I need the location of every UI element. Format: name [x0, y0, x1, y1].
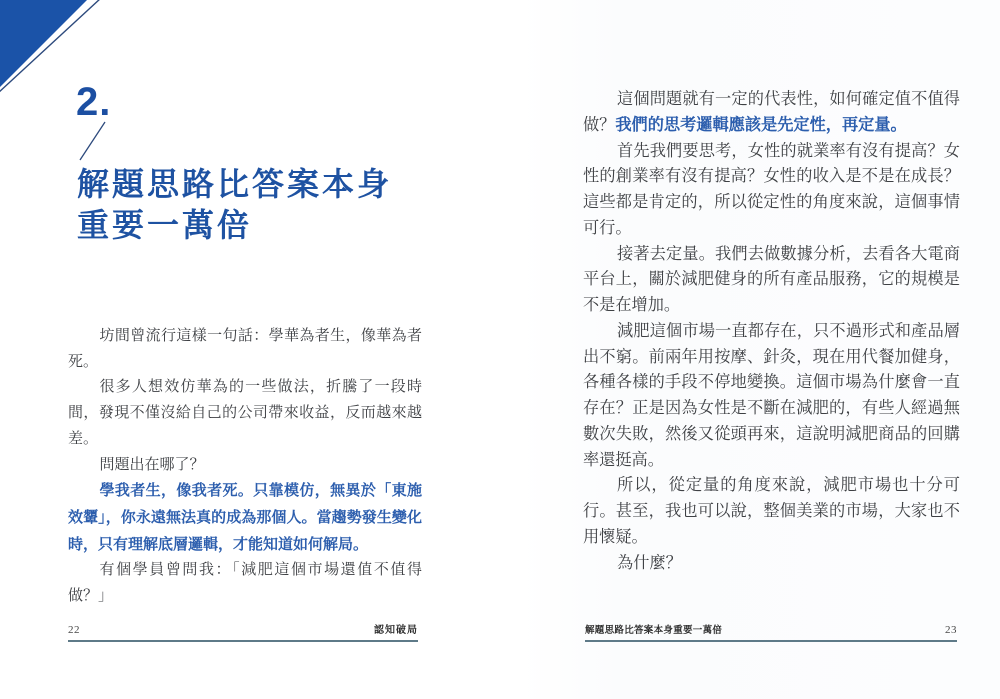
- body-text-segment: 很多人想效仿華為的一些做法，折騰了一段時間，發現不僅沒給自己的公司帶來收益，反而越來越差。: [68, 379, 422, 447]
- right-footer-rule: [585, 640, 957, 642]
- body-text-segment: 有個學員曾問我：「減肥這個市場還值不值得做？」: [68, 562, 422, 605]
- paragraph: [583, 139, 960, 242]
- right-running-head: 解題思路比答案本身重要一萬倍: [585, 625, 723, 636]
- body-text-segment: 減肥這個市場一直都存在，只不過形式和產品層出不窮。前兩年用按摩、針灸，現在用代餐加健身，各種各樣的手段不停地變換。這個市場為什麼會一直存在？正是因為女性是不斷在減肥的，有些人經過無數次失敗，然後又從頭再來，這說明減肥商品的回購率還挺高。: [583, 321, 960, 469]
- body-text-segment: 接著去定量。我們去做數據分析，去看各大電商平台上，關於減肥健身的所有產品服務，它的規模是不是在增加。: [583, 244, 960, 314]
- paragraph: [68, 478, 422, 558]
- left-page-body: [68, 324, 422, 610]
- paragraph: [68, 324, 422, 375]
- chapter-title-line2: 重要一萬倍: [77, 206, 253, 243]
- paragraph: [583, 473, 960, 550]
- chapter-slash-decoration: [76, 119, 110, 165]
- paragraph: [583, 242, 960, 319]
- right-page-footer: [585, 620, 957, 636]
- body-text-segment: 首先我們要思考，女性的就業率有沒有提高？女性的創業率有沒有提高？女性的收入是不是在成長？這些都是肯定的，所以從定性的角度來說，這個事情可行。: [583, 141, 960, 237]
- paragraph: [583, 551, 960, 577]
- body-text-segment: 為什麼？: [617, 553, 682, 572]
- paragraph: [583, 319, 960, 474]
- chapter-title: [77, 164, 437, 245]
- body-text-segment: 所以，從定量的角度來說，減肥市場也十分可行。甚至，我也可以說，整個美業的市場，大家也不用懷疑。: [583, 476, 960, 546]
- left-page-footer: [68, 620, 418, 636]
- paragraph: [583, 87, 960, 139]
- left-page-number: 22: [68, 624, 80, 636]
- body-text-segment: 問題出在哪了？: [99, 456, 205, 473]
- chapter-number: 2.: [76, 80, 112, 124]
- right-page-number: 23: [945, 624, 957, 636]
- emphasis-text: 我們的思考邏輯應該是先定性，再定量。: [615, 115, 907, 134]
- left-footer-rule: [68, 640, 418, 642]
- right-page-body: [583, 87, 960, 576]
- left-running-head: 認知破局: [374, 625, 418, 636]
- emphasis-text: 學我者生，像我者死。只靠模仿，無異於「東施效顰」，你永遠無法真的成為那個人。當趨勢發生變化時，只有理解底層邏輯，才能知道如何解局。: [68, 482, 422, 553]
- chapter-title-line1: 解題思路比答案本身: [77, 166, 393, 202]
- paragraph: [68, 453, 422, 479]
- paragraph: [68, 558, 422, 609]
- body-text-segment: 這個問題就有一定的代表性，如何確定值不值得做？: [583, 90, 960, 134]
- paragraph: [68, 375, 422, 452]
- body-text-segment: 坊間曾流行這樣一句話：學華為者生，像華為者死。: [68, 328, 422, 370]
